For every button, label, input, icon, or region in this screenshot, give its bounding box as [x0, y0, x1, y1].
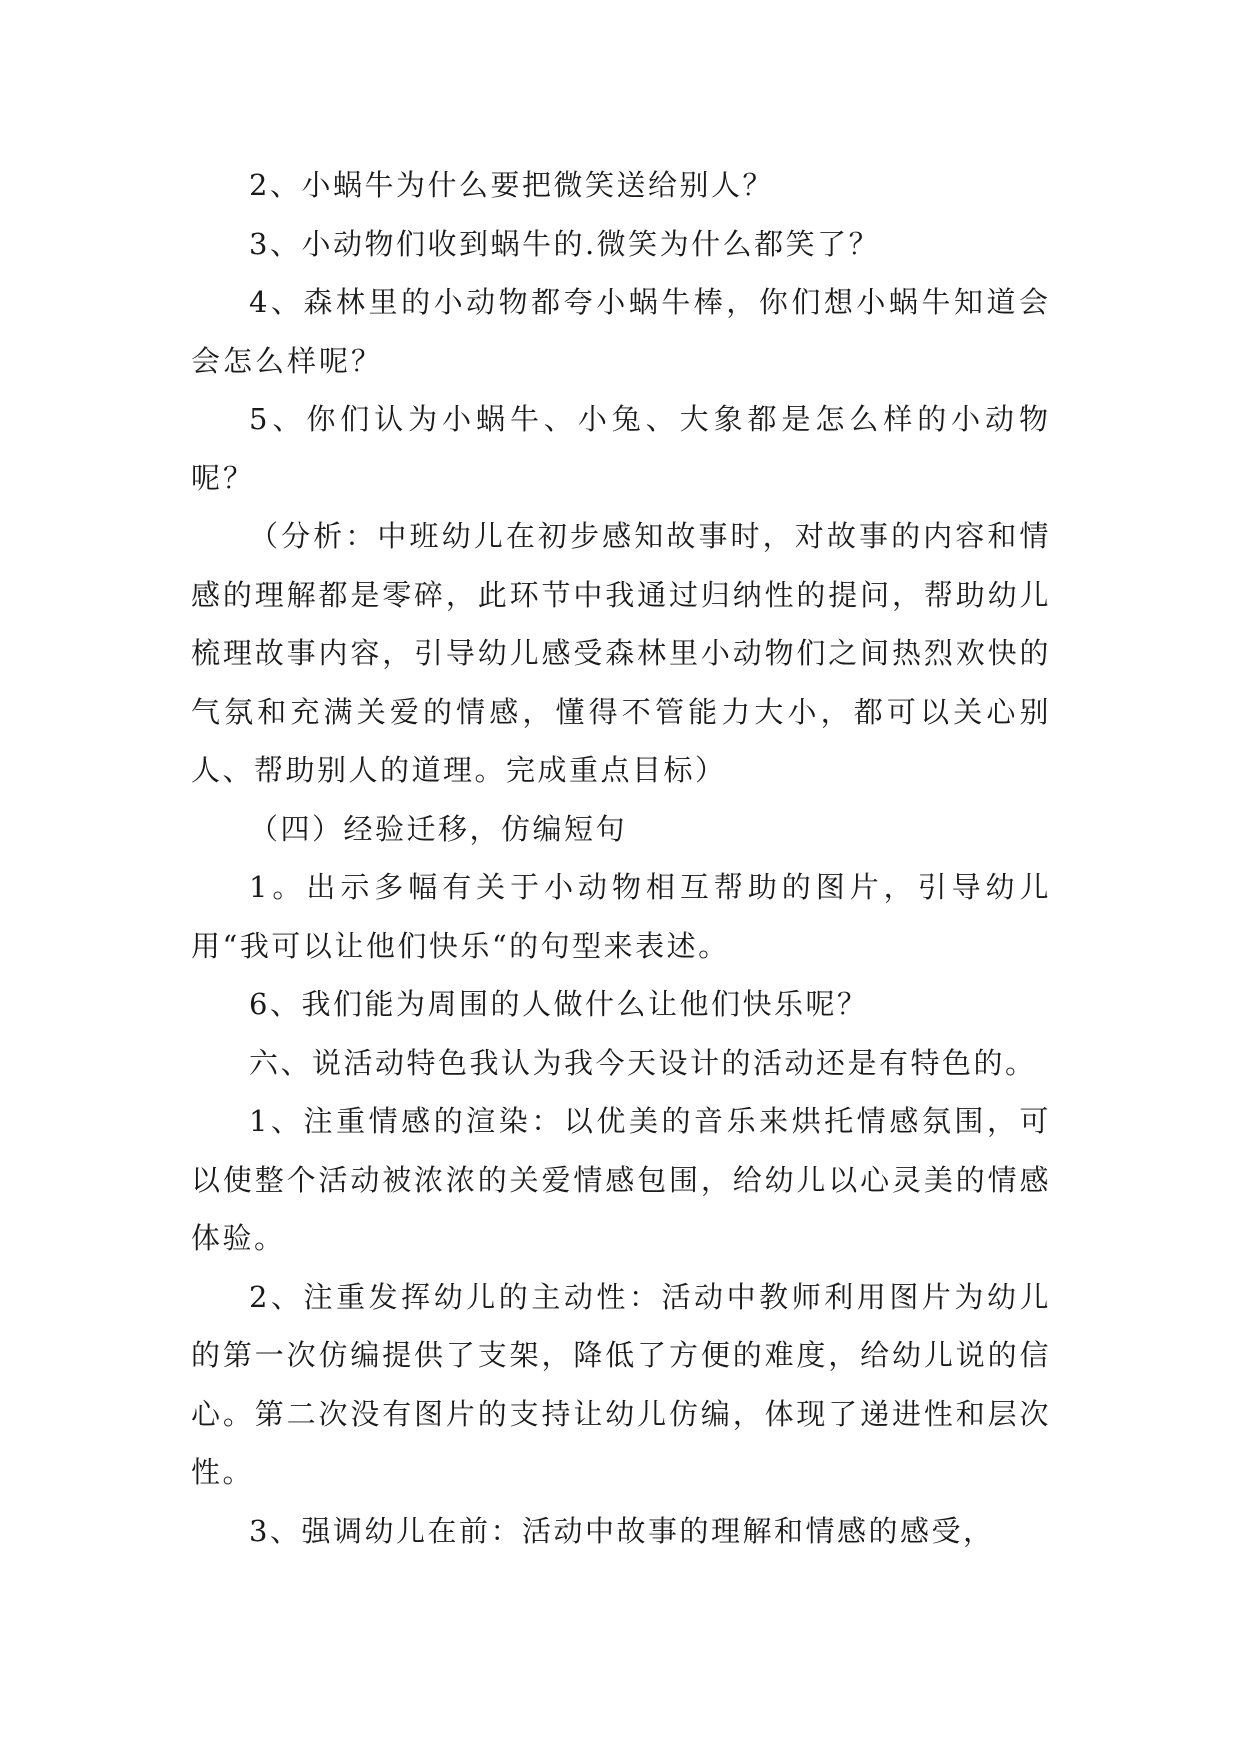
paragraph: 4、森林里的小动物都夸小蜗牛棒，你们想小蜗牛知道会会怎么样呢？	[191, 285, 1051, 378]
section-heading: （四）经验迁移，仿编短句	[249, 811, 628, 846]
paragraph: 1、注重情感的渲染：以优美的音乐来烘托情感氛围，可以使整个活动被浓浓的关爱情感包围，给幼儿以心灵美的情感体验。	[191, 1104, 1051, 1255]
document-body	[191, 156, 1051, 1560]
paragraph: 5、你们认为小蜗牛、小兔、大象都是怎么样的小动物呢？	[191, 402, 1051, 495]
paragraph: 3、强调幼儿在前：活动中故事的理解和情感的感受，	[249, 1513, 995, 1548]
paragraph: 2、注重发挥幼儿的主动性：活动中教师利用图片为幼儿的第一次仿编提供了支架，降低了方便的难度，给幼儿说的信心。第二次没有图片的支持让幼儿仿编，体现了递进性和层次性。	[191, 1279, 1051, 1489]
paragraph: 1。出示多幅有关于小动物相互帮助的图片，引导幼儿用“我可以让他们快乐“的句型来表述。	[191, 870, 1051, 963]
paragraph: 2、小蜗牛为什么要把微笑送给别人？	[249, 168, 774, 202]
paragraph: 6、我们能为周围的人做什么让他们快乐呢？	[249, 987, 869, 1021]
analysis-paragraph: （分析：中班幼儿在初步感知故事时，对故事的内容和情感的理解都是零碎，此环节中我通过归纳性的提问，帮助幼儿梳理故事内容，引导幼儿感受森林里小动物们之间热烈欢快的气氛和充满关爱的情感，懂得不管能力大小，都可以关心别人、帮助别人的道理。完成重点目标）	[191, 519, 1051, 787]
section-heading: 六、说活动特色我认为我今天设计的活动还是有特色的。	[249, 1045, 1037, 1080]
paragraph: 3、小动物们收到蜗牛的.微笑为什么都笑了？	[249, 226, 881, 261]
